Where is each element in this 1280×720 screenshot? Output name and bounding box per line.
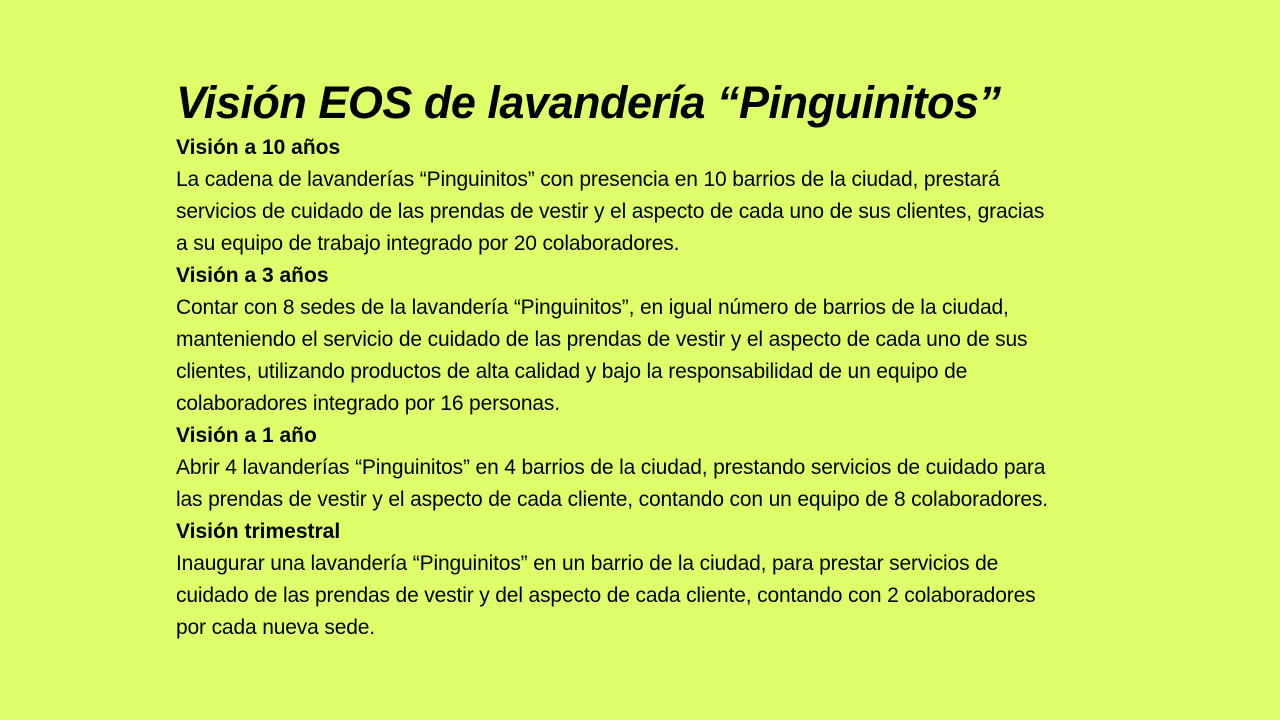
slide-title: Visión EOS de lavandería “Pinguinitos”: [176, 77, 1001, 128]
slide-content: [176, 74, 1076, 644]
section-body: Abrir 4 lavanderías “Pinguinitos” en 4 barrios de la ciudad, prestando servicios de cuidado para las prendas de vestir y el aspecto de cada cliente, contando con un equipo de 8 colaboradores.: [176, 456, 1048, 511]
vision-section-quarterly: [176, 516, 1076, 644]
section-heading: Visión a 3 años: [176, 264, 329, 287]
section-heading: Visión a 1 año: [176, 424, 317, 447]
section-heading: Visión a 10 años: [176, 136, 341, 159]
section-body: Contar con 8 sedes de la lavandería “Pinguinitos”, en igual número de barrios de la ciudad, manteniendo el servicio de cuidado de las prendas de vestir y el aspecto de cada uno de sus clientes, utilizando productos de alta calidad y bajo la responsabilidad de un equipo de colaboradores integrado por 16 personas.: [176, 296, 1028, 415]
vision-section-1-year: [176, 420, 1076, 516]
vision-section-10-years: [176, 132, 1076, 260]
vision-section-3-years: [176, 260, 1076, 420]
section-body: La cadena de lavanderías “Pinguinitos” con presencia en 10 barrios de la ciudad, prestará servicios de cuidado de las prendas de vestir y el aspecto de cada uno de sus clientes, gracias a su equipo de trabajo integrado por 20 colaboradores.: [176, 168, 1045, 255]
section-heading: Visión trimestral: [176, 520, 341, 543]
section-body: Inaugurar una lavandería “Pinguinitos” en un barrio de la ciudad, para prestar servicios de cuidado de las prendas de vestir y del aspecto de cada cliente, contando con 2 colaboradores por cada nueva sede.: [176, 552, 1036, 639]
